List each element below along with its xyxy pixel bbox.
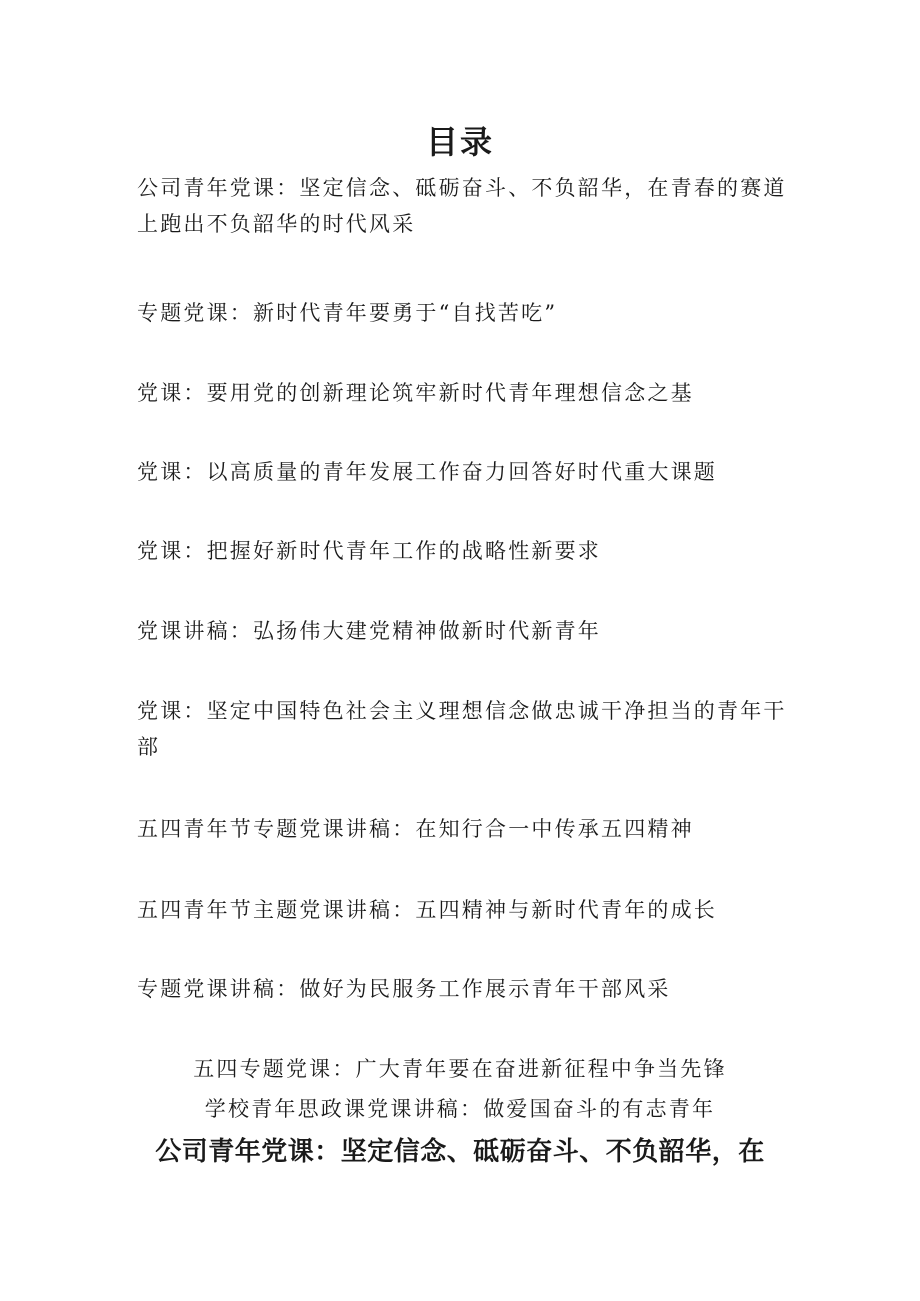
toc-item-11[interactable]: 五四专题党课：广大青年要在奋进新征程中争当先锋: [193, 1057, 727, 1081]
toc-item-3[interactable]: 党课：要用党的创新理论筑牢新时代青年理想信念之基: [137, 381, 694, 405]
toc-title: 目录: [425, 123, 494, 161]
toc-item-10[interactable]: 专题党课讲稿：做好为民服务工作展示青年干部风采: [137, 977, 671, 1001]
toc-item-9[interactable]: 五四青年节主题党课讲稿：五四精神与新时代青年的成长: [137, 898, 717, 922]
toc-item-2[interactable]: 专题党课：新时代青年要勇于“自找苦吃”: [137, 301, 558, 325]
toc-item-5[interactable]: 党课：把握好新时代青年工作的战略性新要求: [137, 539, 601, 563]
toc-item-7[interactable]: 党课：坚定中国特色社会主义理想信念做忠诚干净担当的青年干部: [137, 699, 787, 759]
toc-item-12[interactable]: 学校青年思政课党课讲稿：做爱国奋斗的有志青年: [204, 1097, 716, 1121]
toc-item-6[interactable]: 党课讲稿：弘扬伟大建党精神做新时代新青年: [137, 619, 601, 643]
toc-item-4[interactable]: 党课：以高质量的青年发展工作奋力回答好时代重大课题: [137, 460, 717, 484]
toc-item-8[interactable]: 五四青年节专题党课讲稿：在知行合一中传承五四精神: [137, 817, 694, 841]
toc-item-1[interactable]: 公司青年党课：坚定信念、砥砺奋斗、不负韶华，在青春的赛道上跑出不负韶华的时代风采: [137, 176, 787, 236]
article-heading: 公司青年党课：坚定信念、砥砺奋斗、不负韶华，在: [155, 1137, 765, 1167]
